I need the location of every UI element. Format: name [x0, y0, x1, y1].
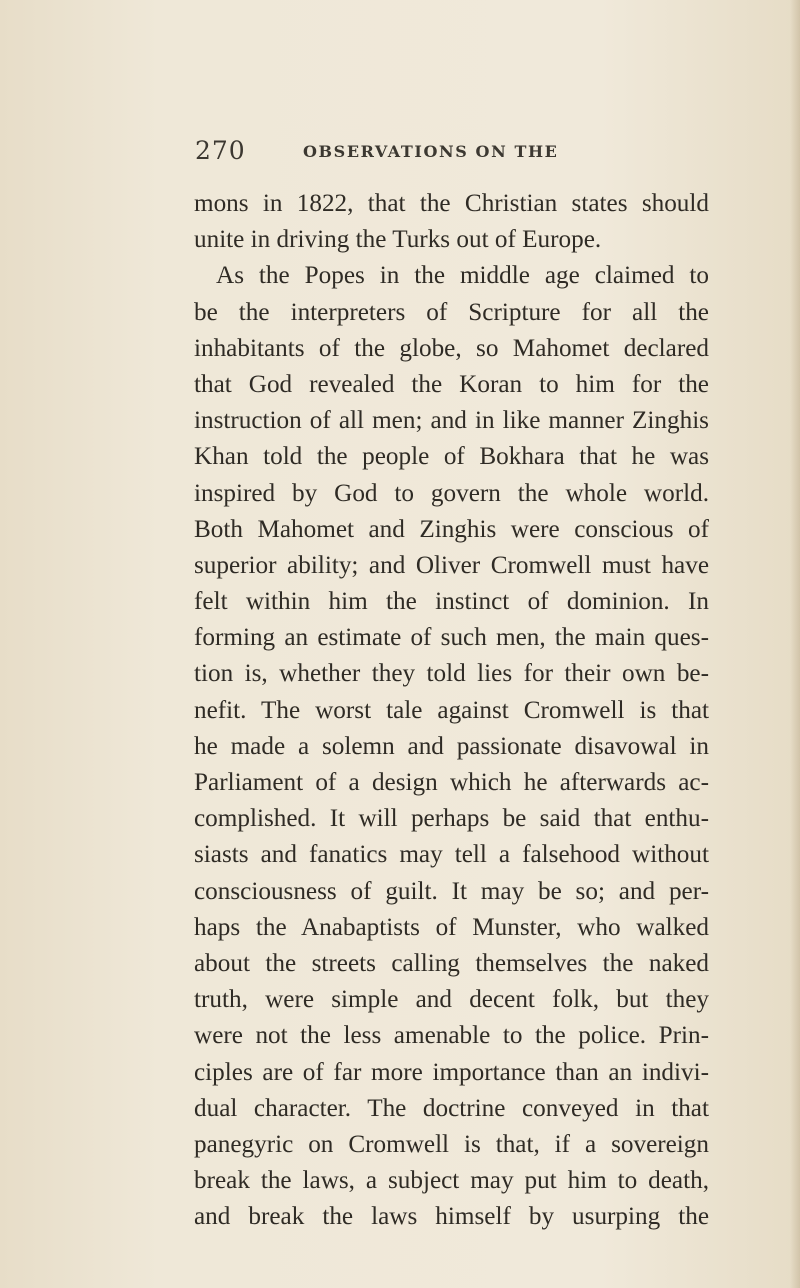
text-line: tion is, whether they told lies for their own be- [194, 660, 709, 688]
text-line: mons in 1822, that the Christian states should [194, 190, 709, 217]
text-line: complished. It will perhaps be said that enthu- [194, 805, 709, 833]
text-line: truth, were simple and decent folk, but they [194, 986, 709, 1014]
text-line: consciousness of guilt. It may be so; and per- [194, 877, 709, 905]
text-line: felt within him the instinct of dominion. In [194, 588, 709, 616]
text-line: siasts and fanatics may tell a falsehood without [194, 841, 709, 869]
page-number: 270 [195, 136, 246, 165]
text-line: and break the laws himself by usurping the [194, 1203, 709, 1231]
text-line: nefit. The worst tale against Cromwell is that [194, 696, 709, 724]
text-line: he made a solemn and passionate disavowal in [194, 732, 709, 760]
text-line: Both Mahomet and Zinghis were conscious of [194, 515, 709, 543]
text-line: dual character. The doctrine conveyed in that [194, 1094, 709, 1122]
text-line: break the laws, a subject may put him to death, [194, 1167, 709, 1195]
text-line: forming an estimate of such men, the main ques- [194, 624, 709, 652]
text-line: were not the less amenable to the police. Prin- [194, 1022, 709, 1050]
text-line: unite in driving the Turks out of Europe. [194, 226, 602, 254]
text-line: inspired by God to govern the whole world. [194, 479, 709, 507]
body-text [194, 186, 709, 1235]
text-line: Parliament of a design which he afterwards ac- [194, 769, 709, 796]
text-line: haps the Anabaptists of Munster, who walked [194, 913, 709, 941]
text-line: superior ability; and Oliver Cromwell must have [194, 551, 709, 579]
text-line: inhabitants of the globe, so Mahomet declared [194, 334, 709, 362]
text-line: panegyric on Cromwell is that, if a sovereign [194, 1130, 709, 1158]
text-line: As the Popes in the middle age claimed to [216, 262, 709, 290]
page-edge-shadow [790, 0, 800, 1288]
text-line: ciples are of far more importance than an indivi- [194, 1058, 709, 1086]
running-head: OBSERVATIONS ON THE [303, 142, 559, 161]
text-line: about the streets calling themselves the naked [194, 949, 709, 977]
text-line: that God revealed the Koran to him for the [194, 370, 709, 398]
text-line: be the interpreters of Scripture for all the [194, 298, 709, 326]
page-header [195, 136, 635, 166]
text-line: instruction of all men; and in like manner Zinghis [194, 407, 709, 435]
text-line: Khan told the people of Bokhara that he was [194, 443, 709, 471]
